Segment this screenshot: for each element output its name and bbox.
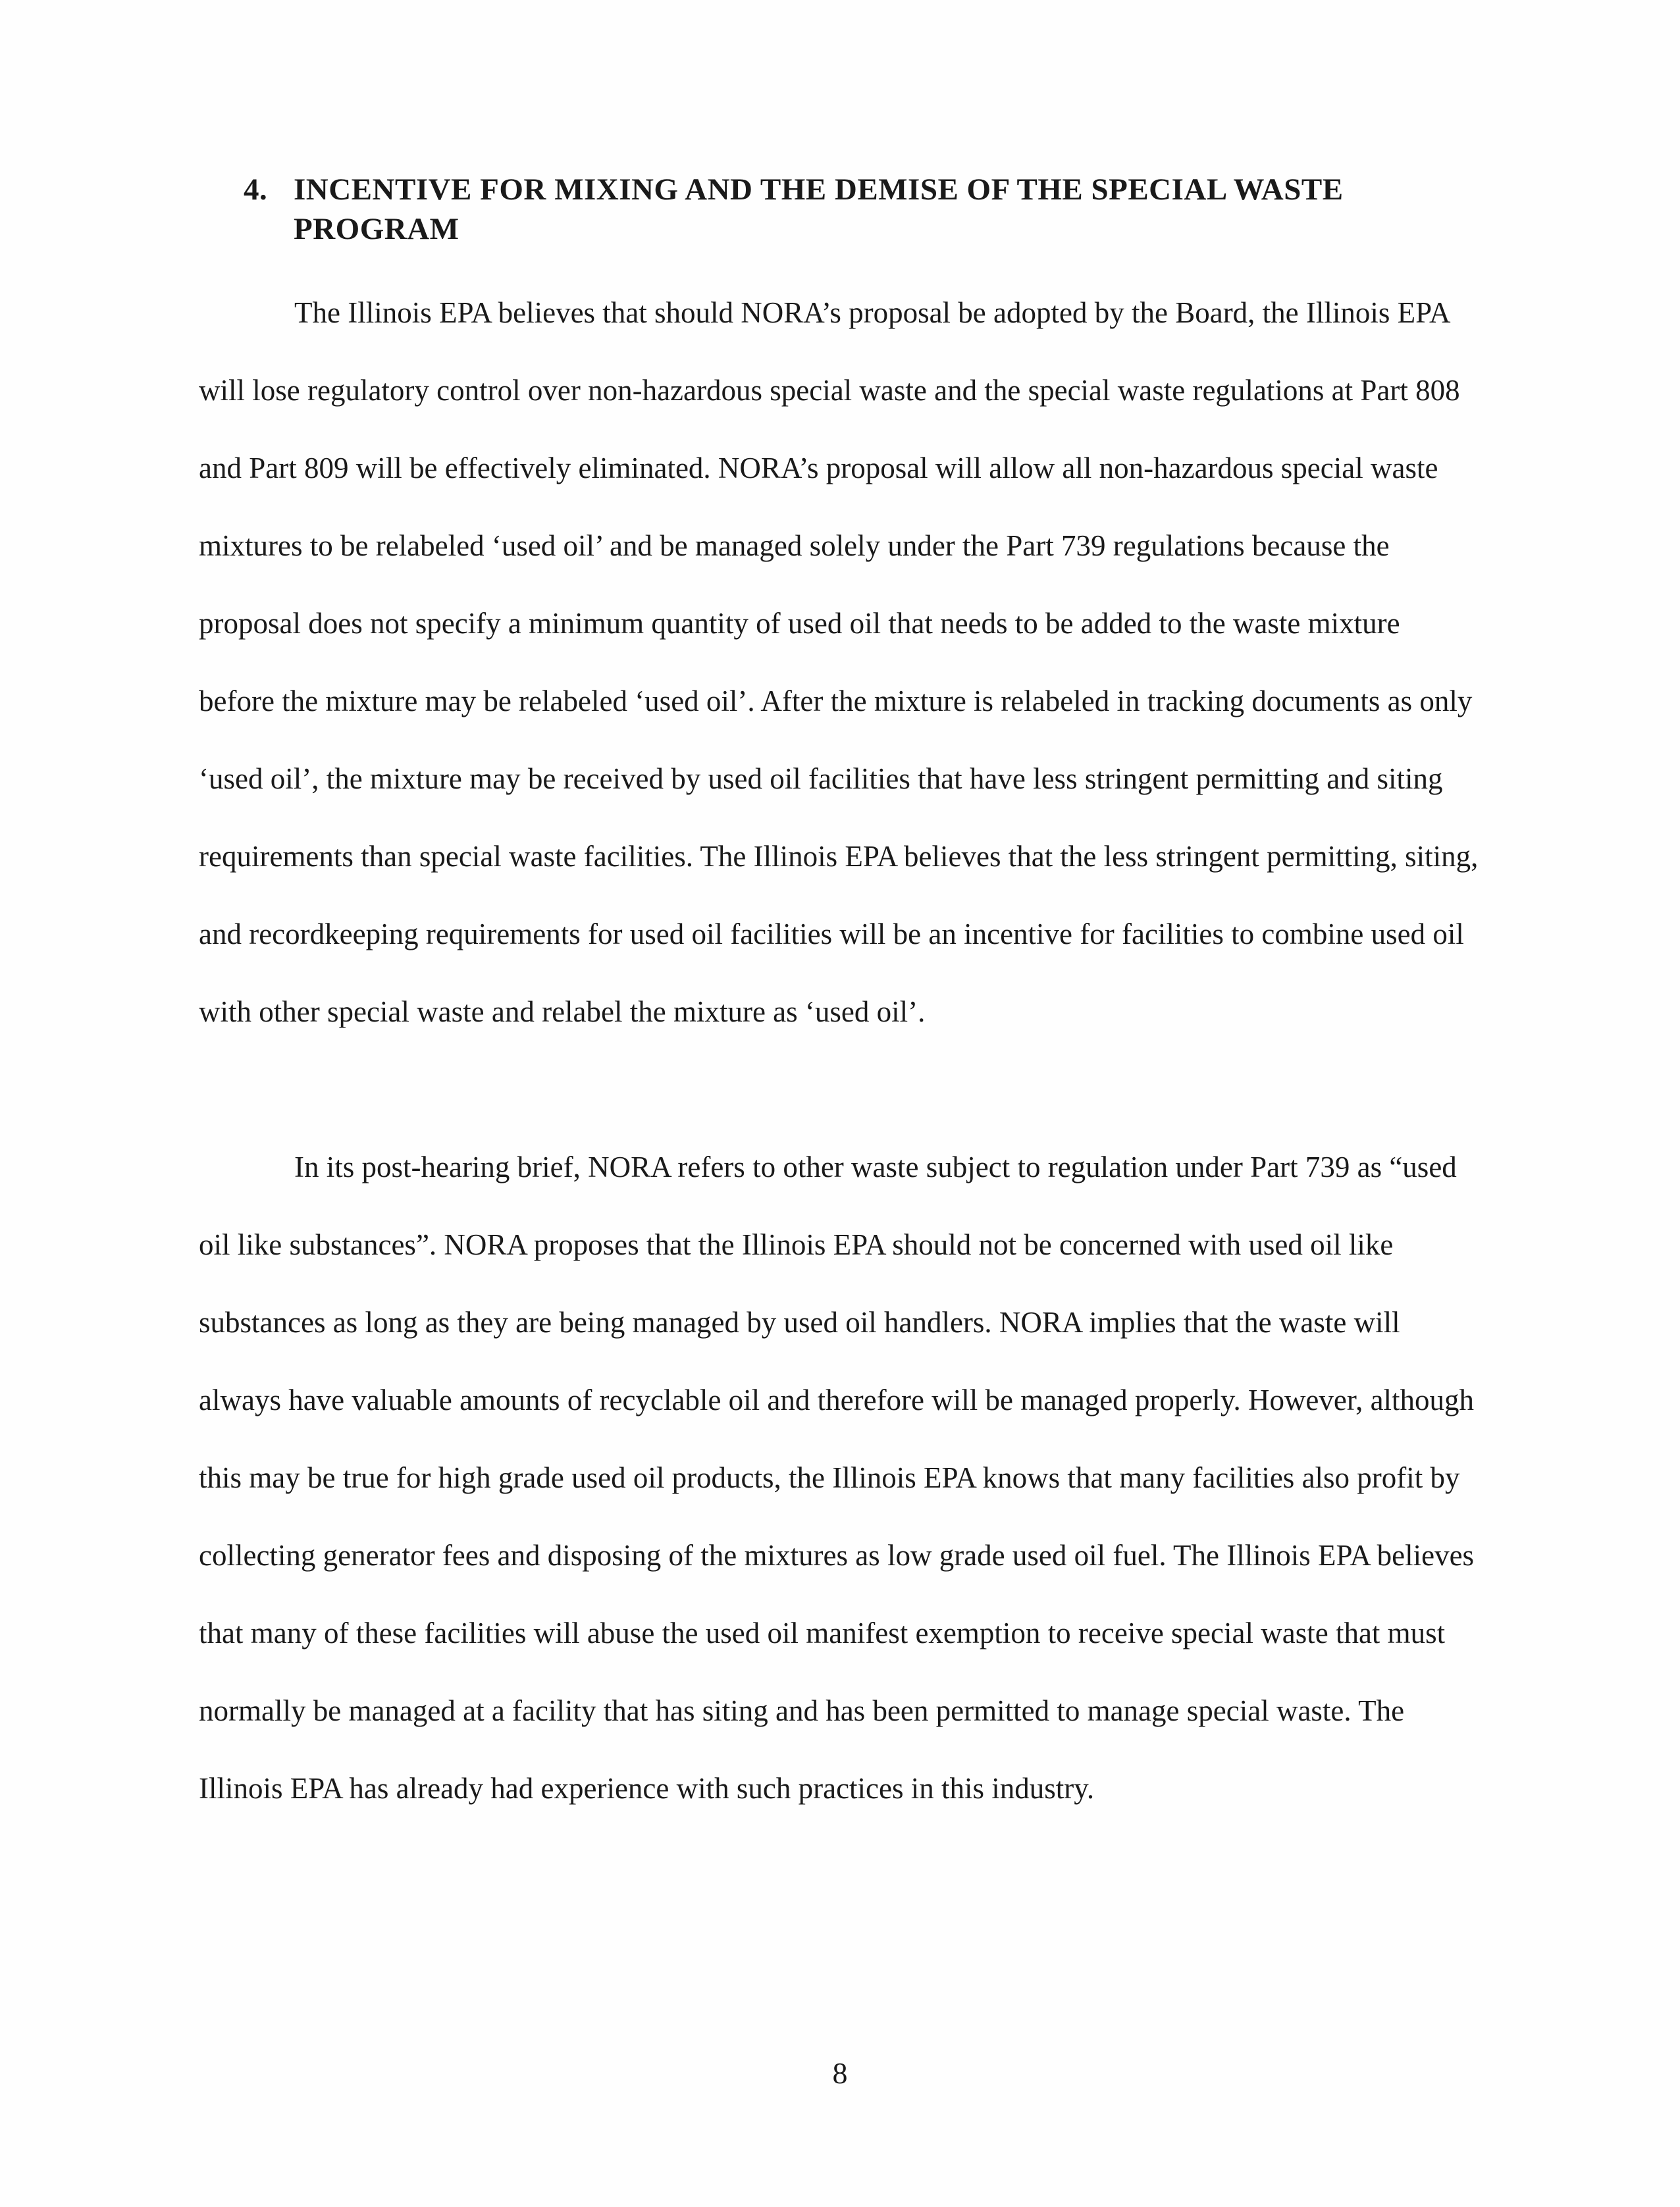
paragraph-1: The Illinois EPA believes that should NORA’s proposal be adopted by the Board, the Illinois EPA will lose regulatory control over non-hazardous special waste and the special waste regulations at Part 808 and Part 809 will be effectively eliminated. NORA’s proposal will allow all non-hazardous special waste mixtures to be relabeled ‘used oil’ and be managed solely under the Part 739 regulations because the proposal does not specify a minimum quantity of used oil that needs to be added to the waste mixture before the mixture may be relabeled ‘used oil’. After the mixture is relabeled in tracking documents as only ‘used oil’, the mixture may be received by used oil facilities that have less stringent permitting and siting requirements than special waste facilities. The Illinois EPA believes that the less stringent permitting, siting, and recordkeeping requirements for used oil facilities will be an incentive for facilities to combine used oil with other special waste and relabel the mixture as ‘used oil’. [199,296,1479,1028]
paragraph-2-container [199,1128,1480,1827]
paragraph-2: In its post-hearing brief, NORA refers to other waste subject to regulation under Part 739 as “used oil like substances”. NORA proposes that the Illinois EPA should not be concerned with used oil like substances as long as they are being managed by used oil handlers. NORA implies that the waste will always have valuable amounts of recyclable oil and therefore will be managed properly. However, although this may be true for high grade used oil products, the Illinois EPA knows that many facilities also profit by collecting generator fees and disposing of the mixtures as low grade used oil fuel. The Illinois EPA believes that many of these facilities will abuse the used oil manifest exemption to receive special waste that must normally be managed at a facility that has siting and has been permitted to manage special waste. The Illinois EPA has already had experience with such practices in this industry. [199,1151,1475,1805]
page-number: 8 [832,2056,848,2090]
section-number: 4. [244,172,268,207]
section-title: INCENTIVE FOR MIXING AND THE DEMISE OF THE SPECIAL WASTE PROGRAM [294,172,1344,246]
section-heading [244,170,1494,249]
paragraph-1-container [199,274,1480,1051]
